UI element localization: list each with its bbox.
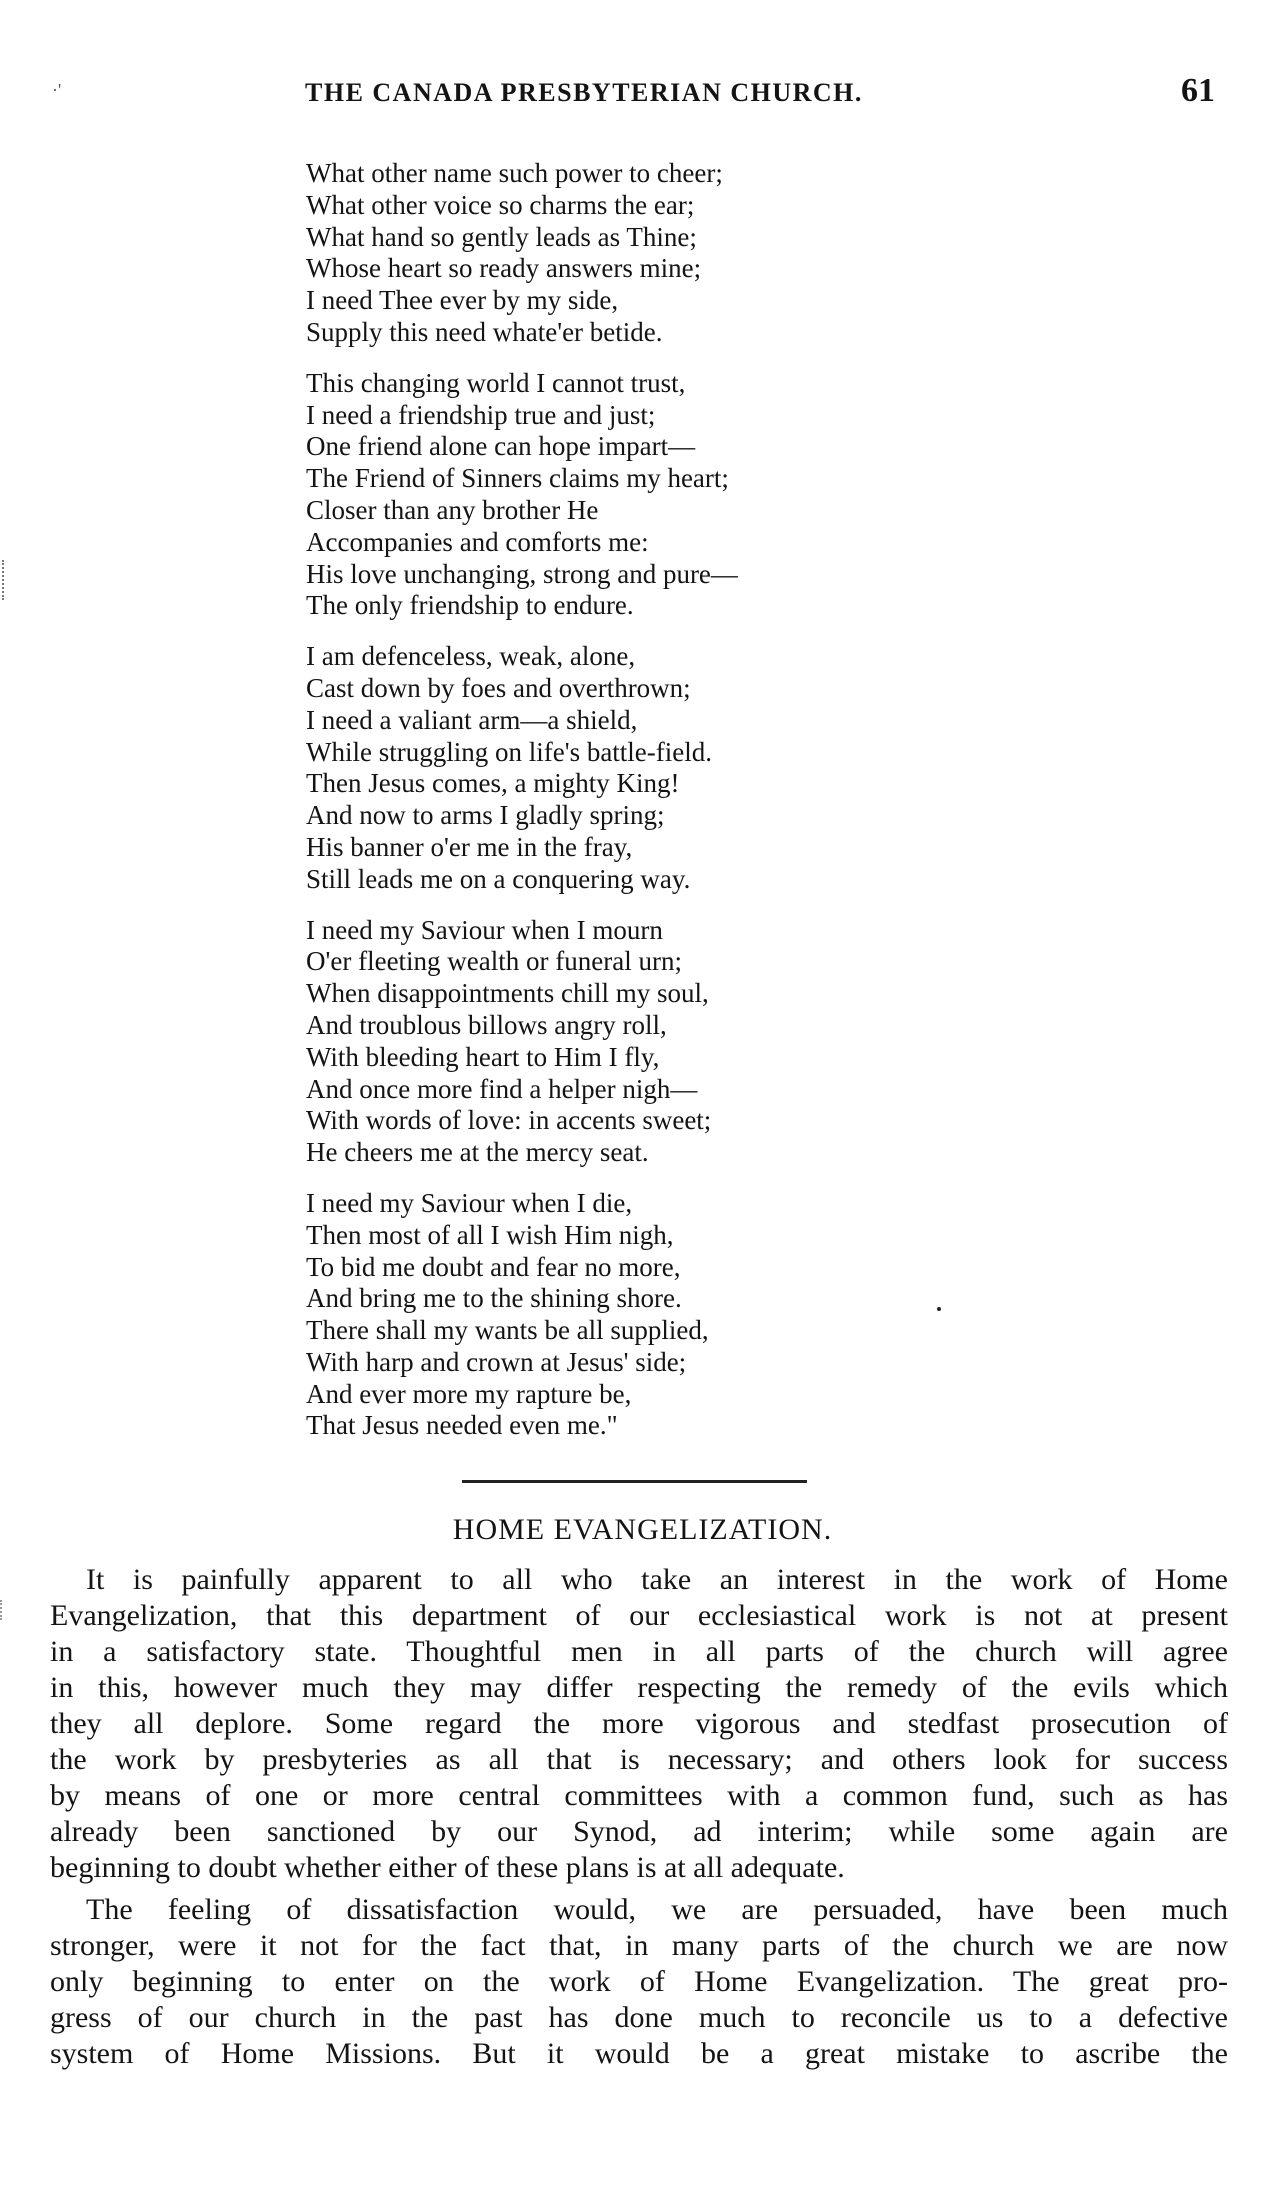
- poem-line: [306, 673, 926, 705]
- running-title: THE CANADA PRESBYTERIAN CHURCH.: [305, 78, 863, 107]
- poem: [306, 158, 926, 1461]
- poem-line: [306, 1137, 926, 1169]
- poem-stanza: [306, 915, 926, 1169]
- poem-line-text: Then most of all I wish Him nigh,: [306, 1219, 674, 1250]
- paragraph-line: by means of one or more central committees with a common fund, such as has: [50, 1779, 1228, 1812]
- poem-line: [306, 559, 926, 591]
- poem-line: [306, 641, 926, 673]
- poem-line: [306, 253, 926, 285]
- poem-line-text: Cast down by foes and overthrown;: [306, 672, 691, 703]
- poem-line-text: There shall my wants be all supplied,: [306, 1315, 709, 1346]
- poem-line: [306, 463, 926, 495]
- poem-line: [306, 495, 926, 527]
- poem-line: [306, 768, 926, 800]
- poem-line-text: With harp and crown at Jesus' side;: [306, 1346, 687, 1377]
- poem-line: [306, 1220, 926, 1252]
- poem-line: [306, 864, 926, 896]
- poem-line: [306, 368, 926, 400]
- poem-line-text: To bid me doubt and fear no more,: [306, 1251, 681, 1282]
- poem-line: [306, 1379, 926, 1411]
- poem-line-text: I need a valiant arm—a shield,: [306, 704, 638, 735]
- paragraph-line: gress of our church in the past has done much to reconcile us to a defective: [50, 2001, 1228, 2034]
- poem-line: [306, 978, 926, 1010]
- poem-line-text: And ever more my rapture be,: [306, 1378, 632, 1409]
- poem-line-text: Still leads me on a conquering way.: [306, 863, 691, 894]
- poem-line-text: What other voice so charms the ear;: [306, 189, 695, 220]
- paragraph-line: in a satisfactory state. Thoughtful men in all parts of the church will agree: [50, 1635, 1228, 1668]
- poem-line-text: Supply this need whate'er betide.: [306, 316, 663, 347]
- poem-line-text: And now to arms I gladly spring;: [306, 800, 665, 831]
- poem-line: [306, 1410, 926, 1442]
- poem-line-text: When disappointments chill my soul,: [306, 978, 709, 1009]
- poem-stanza: [306, 1188, 926, 1442]
- poem-line: [306, 400, 926, 432]
- paragraph: [50, 1892, 1228, 2072]
- poem-line-text: And bring me to the shining shore.: [306, 1283, 682, 1314]
- poem-line: [306, 1347, 926, 1379]
- paragraph-line: Evangelization, that this department of our ecclesiastical work is not at present: [50, 1599, 1228, 1632]
- paragraph-line: system of Home Missions. But it would be a great mistake to ascribe the: [50, 2037, 1228, 2070]
- poem-line-text: Then Jesus comes, a mighty King!: [306, 768, 680, 799]
- paragraph-line: already been sanctioned by our Synod, ad interim; while some again are: [50, 1815, 1228, 1848]
- poem-line: [306, 285, 926, 317]
- poem-line: [306, 431, 926, 463]
- poem-line-text: He cheers me at the mercy seat.: [306, 1137, 649, 1168]
- poem-line: [306, 1042, 926, 1074]
- poem-line-text: His love unchanging, strong and pure—: [306, 558, 738, 589]
- poem-line: [306, 800, 926, 832]
- paragraph-line: the work by presbyteries as all that is necessary; and others look for success: [50, 1743, 1228, 1776]
- running-header: [0, 72, 1285, 118]
- poem-line: [306, 737, 926, 769]
- poem-line: [306, 1283, 926, 1315]
- poem-line-text: The only friendship to endure.: [306, 590, 634, 621]
- paragraph: [50, 1562, 1228, 1886]
- poem-line-text: And troublous billows angry roll,: [306, 1009, 667, 1040]
- poem-line-text: With bleeding heart to Him I fly,: [306, 1041, 660, 1072]
- edge-mark: [2, 560, 7, 600]
- paragraph-line: in this, however much they may differ respecting the remedy of the evils which: [50, 1671, 1228, 1704]
- poem-line-text: While struggling on life's battle-field.: [306, 736, 713, 767]
- poem-line: [306, 317, 926, 349]
- poem-line-text: I need a friendship true and just;: [306, 399, 656, 430]
- article-body: [50, 1562, 1228, 2072]
- paragraph-line: they all deplore. Some regard the more vigorous and stedfast prosecution of: [50, 1707, 1228, 1740]
- section-title: HOME EVANGELIZATION.: [452, 1513, 833, 1546]
- poem-line: [306, 527, 926, 559]
- poem-line-text: I need my Saviour when I die,: [306, 1187, 633, 1218]
- poem-line: [306, 946, 926, 978]
- poem-line-text: The Friend of Sinners claims my heart;: [306, 463, 729, 494]
- poem-line: [306, 1010, 926, 1042]
- poem-stanza: [306, 158, 926, 349]
- poem-line-text: His banner o'er me in the fray,: [306, 831, 633, 862]
- poem-line-text: I need Thee ever by my side,: [306, 285, 619, 316]
- poem-line: [306, 222, 926, 254]
- poem-line: [306, 1252, 926, 1284]
- edge-mark: [0, 1600, 5, 1620]
- poem-line-text: Closer than any brother He: [306, 494, 599, 525]
- poem-line-text: What hand so gently leads as Thine;: [306, 221, 697, 252]
- poem-line: [306, 832, 926, 864]
- paragraph-line: stronger, were it not for the fact that, in many parts of the church we are now: [50, 1929, 1228, 1962]
- poem-line-text: One friend alone can hope impart—: [306, 431, 696, 462]
- poem-line-text: I need my Saviour when I mourn: [306, 914, 663, 945]
- paragraph-line: It is painfully apparent to all who take an interest in the work of Home: [86, 1563, 1228, 1596]
- margin-mark: ·': [52, 80, 62, 100]
- poem-stanza: [306, 368, 926, 622]
- poem-line-text: And once more find a helper nigh—: [306, 1073, 698, 1104]
- page-number: 61: [1181, 72, 1215, 109]
- poem-line-text: With words of love: in accents sweet;: [306, 1105, 712, 1136]
- poem-line-text: I am defenceless, weak, alone,: [306, 641, 636, 672]
- poem-line: [306, 1315, 926, 1347]
- poem-stanza: [306, 641, 926, 895]
- poem-line: [306, 705, 926, 737]
- poem-line-text: This changing world I cannot trust,: [306, 367, 686, 398]
- paragraph-line: beginning to doubt whether either of these plans is at all adequate.: [50, 1851, 845, 1884]
- poem-line: [306, 1074, 926, 1106]
- poem-line: [306, 190, 926, 222]
- poem-line-text: Whose heart so ready answers mine;: [306, 253, 702, 284]
- poem-line: [306, 158, 926, 190]
- poem-line-text: That Jesus needed even me.": [306, 1410, 618, 1441]
- poem-line: [306, 590, 926, 622]
- poem-line-text: What other name such power to cheer;: [306, 158, 723, 188]
- poem-line: [306, 1105, 926, 1137]
- poem-line: [306, 1188, 926, 1220]
- poem-line-text: Accompanies and comforts me:: [306, 526, 649, 557]
- section-divider: [462, 1480, 807, 1483]
- poem-line: [306, 915, 926, 947]
- paragraph-line: The feeling of dissatisfaction would, we are persuaded, have been much: [86, 1893, 1228, 1926]
- paragraph-line: only beginning to enter on the work of Home Evangelization. The great pro-: [50, 1965, 1228, 1998]
- ink-speck: [937, 1307, 941, 1311]
- poem-line-text: O'er fleeting wealth or funeral urn;: [306, 946, 682, 977]
